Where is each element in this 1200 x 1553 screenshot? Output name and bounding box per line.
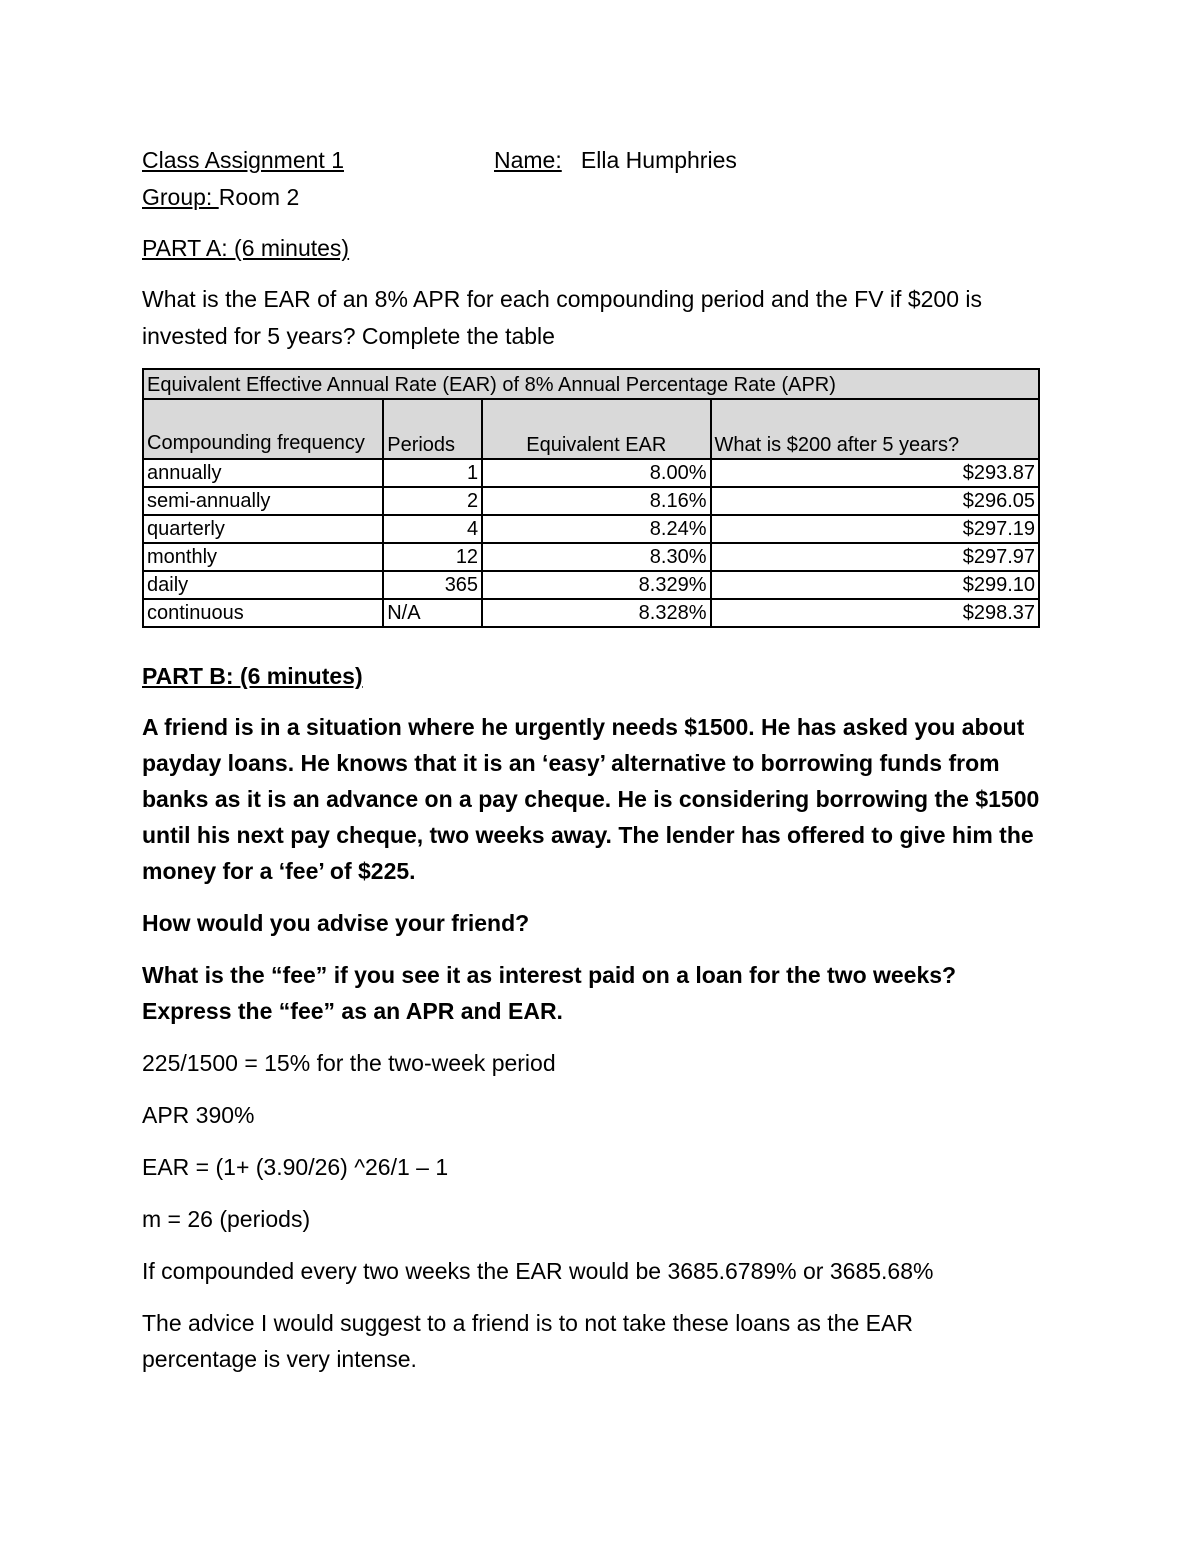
header-line-1: [142, 146, 344, 174]
table-row: [143, 571, 1039, 599]
table-header-row: [143, 399, 1039, 459]
cell-ear: 8.16%: [482, 487, 710, 515]
group-value: Room 2: [218, 184, 300, 210]
cell-periods: 2: [383, 487, 482, 515]
answer-fee-rate: 225/1500 = 15% for the two-week period: [142, 1050, 556, 1076]
ear-table: [142, 368, 1040, 628]
cell-fv: $296.05: [711, 487, 1040, 515]
table-title: Equivalent Effective Annual Rate (EAR) of 8% Annual Percentage Rate (APR): [143, 369, 1039, 399]
group-label: Group:: [142, 184, 219, 210]
cell-frequency: monthly: [143, 543, 383, 571]
name-value: Ella Humphries: [580, 147, 737, 173]
table-title-row: [143, 369, 1039, 399]
cell-periods: 4: [383, 515, 482, 543]
cell-frequency: semi-annually: [143, 487, 383, 515]
cell-frequency: quarterly: [143, 515, 383, 543]
group-field: [142, 183, 299, 211]
cell-periods: N/A: [383, 599, 482, 627]
cell-ear: 8.24%: [482, 515, 710, 543]
col-header-periods: Periods: [383, 399, 482, 459]
cell-ear: 8.30%: [482, 543, 710, 571]
table-row: [143, 515, 1039, 543]
cell-frequency: annually: [143, 459, 383, 487]
cell-periods: 1: [383, 459, 482, 487]
cell-fv: $298.37: [711, 599, 1040, 627]
answer-advice: The advice I would suggest to a friend is to not take these loans as the EAR percentage is very intense.: [142, 1310, 913, 1372]
cell-fv: $297.97: [711, 543, 1040, 571]
cell-frequency: continuous: [143, 599, 383, 627]
answer-apr: APR 390%: [142, 1102, 255, 1128]
table-row: [143, 543, 1039, 571]
answer-ear-formula: EAR = (1+ (3.90/26) ^26/1 – 1: [142, 1154, 449, 1180]
cell-periods: 12: [383, 543, 482, 571]
answer-periods: m = 26 (periods): [142, 1206, 311, 1232]
part-a-question-line-2: invested for 5 years? Complete the table: [142, 323, 555, 349]
part-b-question-2: What is the “fee” if you see it as interest paid on a loan for the two weeks? Express the “fee” as an APR and EAR.: [142, 962, 957, 1024]
name-label: Name:: [494, 147, 562, 173]
cell-fv: $299.10: [711, 571, 1040, 599]
table-row: [143, 487, 1039, 515]
col-header-fv: What is $200 after 5 years?: [711, 399, 1040, 459]
assignment-title: Class Assignment 1: [142, 147, 344, 173]
answer-ear-result: If compounded every two weeks the EAR would be 3685.6789% or 3685.68%: [142, 1258, 934, 1284]
cell-ear: 8.329%: [482, 571, 710, 599]
col-header-frequency: Compounding frequency: [143, 399, 383, 459]
cell-ear: 8.00%: [482, 459, 710, 487]
table-row: [143, 599, 1039, 627]
table-row: [143, 459, 1039, 487]
col-header-ear: Equivalent EAR: [482, 399, 710, 459]
cell-fv: $293.87: [711, 459, 1040, 487]
name-field: [494, 146, 737, 174]
cell-ear: 8.328%: [482, 599, 710, 627]
cell-frequency: daily: [143, 571, 383, 599]
part-a-question-line-1: What is the EAR of an 8% APR for each compounding period and the FV if $200 is: [142, 286, 982, 312]
cell-fv: $297.19: [711, 515, 1040, 543]
part-b-scenario: A friend is in a situation where he urgently needs $1500. He has asked you about payday loans. He knows that it is an ‘easy’ alternative to borrowing funds from banks as it is an advance on a pay cheque. He is considering borrowing the $1500 until his next pay cheque, two weeks away. The lender has offered to give him the money for a ‘fee’ of $225.: [142, 714, 1040, 884]
cell-periods: 365: [383, 571, 482, 599]
part-b-heading: PART B: (6 minutes): [142, 663, 363, 689]
part-a-heading: PART A: (6 minutes): [142, 235, 350, 261]
part-b-question-1: How would you advise your friend?: [142, 910, 530, 936]
